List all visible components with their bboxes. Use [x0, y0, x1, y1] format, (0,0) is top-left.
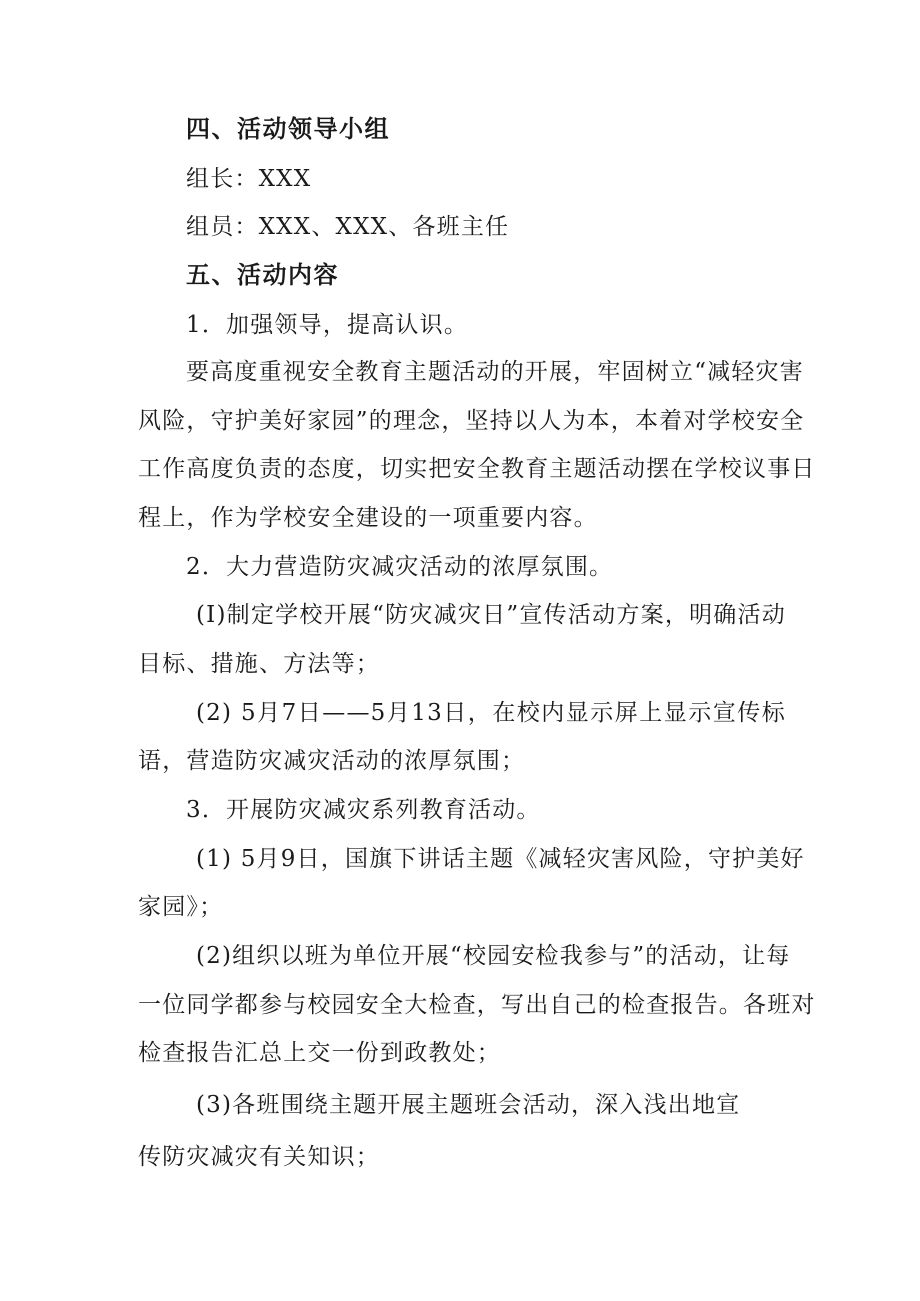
item-1-text-line-4: 程上，作为学校安全建设的一项重要内容。 — [138, 505, 598, 531]
item-3-sub-1-line-1: (1) 5月9日，国旗下讲话主题《减轻灾害风险，守护美好 — [196, 846, 805, 872]
item-3-sub-2-line-3: 检查报告汇总上交一份到政教处； — [138, 1040, 501, 1066]
group-members-line: 组员：XXX、XXX、各班主任 — [186, 214, 510, 240]
item-3-sub-3-line-2: 传防灾减灾有关知识； — [138, 1144, 380, 1170]
item-3-sub-1-line-2: 家园》； — [138, 894, 224, 920]
group-leader-line: 组长：XXX — [186, 166, 312, 192]
item-2-title: 2．大力营造防灾减灾活动的浓厚氛围。 — [186, 554, 614, 580]
item-2-sub-2-line-1: (2) 5月7日——5月13日，在校内显示屏上显示宣传标 — [196, 700, 786, 726]
item-3-sub-2-line-2: 一位同学都参与校园安全大检查，写出自己的检查报告。各班对 — [138, 992, 816, 1018]
item-3-title: 3．开展防灾减灾系列教育活动。 — [186, 797, 541, 823]
item-3-sub-3-line-1: (3)各班围绕主题开展主题班会活动，深入浅出地宣 — [196, 1092, 741, 1118]
section-heading-leadership: 四、活动领导小组 — [186, 115, 390, 143]
item-2-sub-1-line-2: 目标、措施、方法等； — [138, 651, 380, 677]
item-1-title: 1．加强领导，提高认识。 — [186, 312, 469, 338]
item-1-text-line-2: 风险，守护美好家园”的理念，坚持以人为本，本着对学校安全 — [138, 408, 805, 434]
item-3-sub-2-line-1: (2)组织以班为单位开展“校园安检我参与”的活动，让每 — [196, 943, 791, 969]
item-2-sub-2-line-2: 语，营造防灾减灾活动的浓厚氛围； — [138, 748, 526, 774]
section-heading-content: 五、活动内容 — [186, 261, 339, 289]
item-2-sub-1-line-1: (I)制定学校开展“防灾减灾日”宣传活动方案，明确活动 — [196, 602, 786, 628]
item-1-text-line-1: 要高度重视安全教育主题活动的开展，牢固树立“减轻灾害 — [186, 359, 804, 385]
item-1-text-line-3: 工作高度负责的态度，切实把安全教育主题活动摆在学校议事日 — [138, 456, 816, 482]
